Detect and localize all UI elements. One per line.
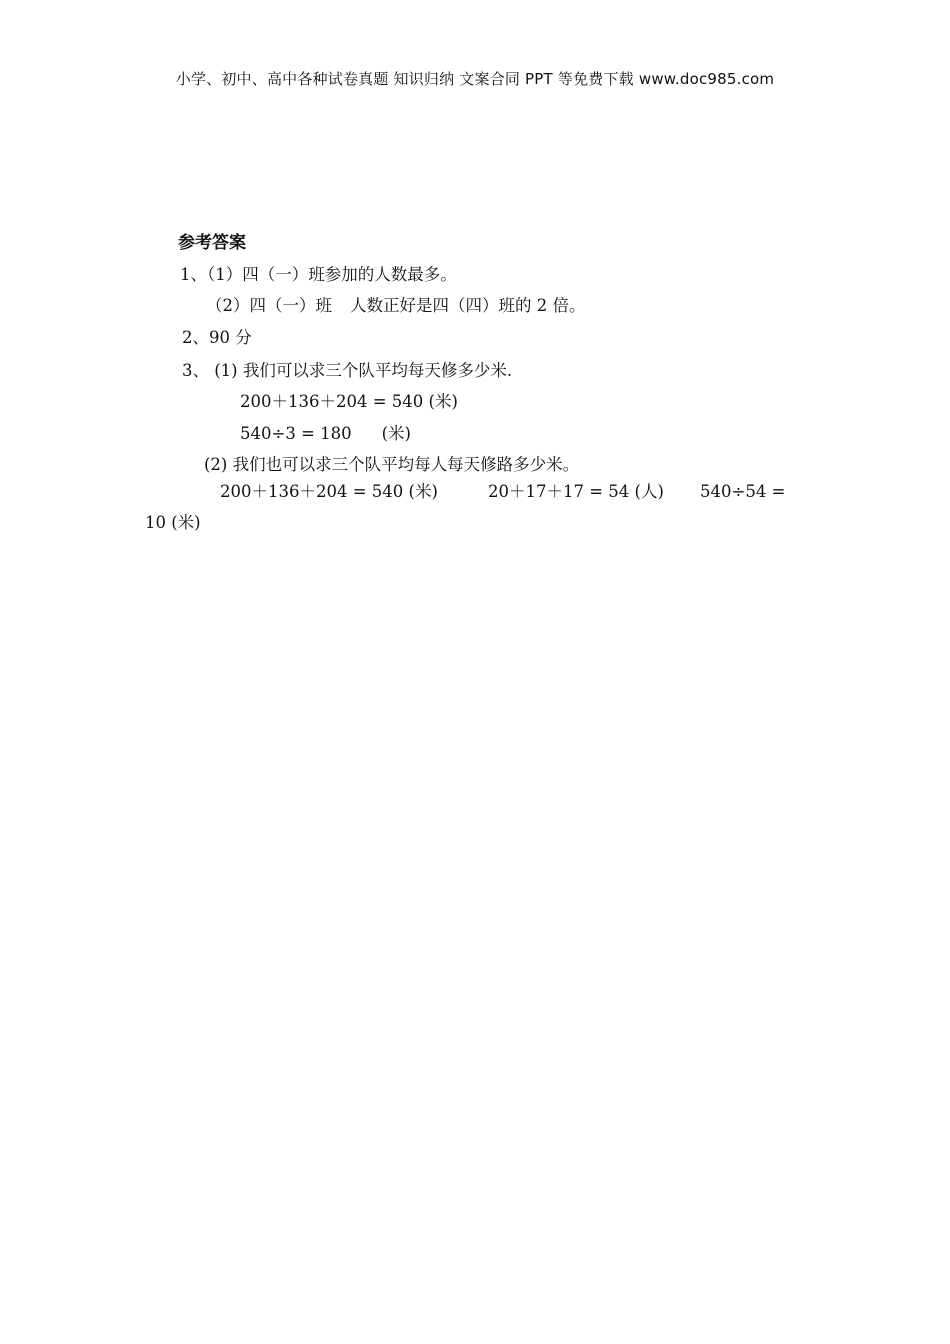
q3-part1-equation-2-value: 540÷3 = 180 [240,424,352,443]
q3-part2: (2) 我们也可以求三个队平均每人每天修路多少米。 [204,455,580,474]
page-header-banner: 小学、初中、高中各种试卷真题 知识归纳 文案合同 PPT 等免费下载 www.doc985.com [175,70,775,88]
q3-part1-equation-1: 200＋136＋204 = 540 (米) [240,392,458,411]
q1-part1: 1、（1）四（一）班参加的人数最多。 [180,265,457,284]
q1-part2-class: （2）四（一）班 [206,296,332,315]
q3-part1: 3、 (1) 我们可以求三个队平均每天修多少米. [182,361,513,380]
q3-part2-equation-1: 200＋136＋204 = 540 (米) [220,482,438,501]
q3-part1-equation-2-unit: (米) [381,424,411,443]
q2-answer: 2、90 分 [182,328,252,347]
q1-part2 [206,296,586,316]
answer-title: 参考答案 [178,233,246,253]
q3-part2-equation-2: 20＋17＋17 = 54 (人) [488,482,664,501]
q1-part2-text: 人数正好是四（四）班的 2 倍。 [350,296,586,315]
q3-part1-equation-2 [240,424,411,444]
q3-part2-equation-3: 540÷54 = [700,482,786,501]
q3-part2-equation-3-continued: 10 (米) [145,513,201,532]
